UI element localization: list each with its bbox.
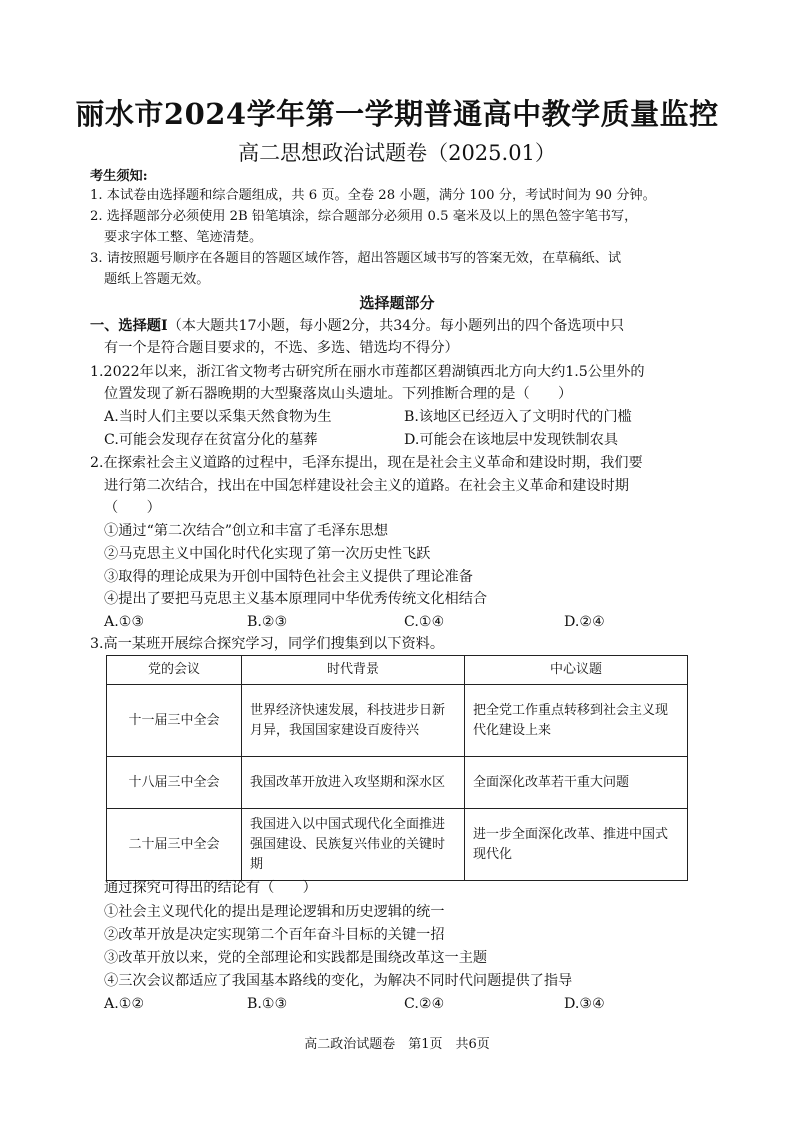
- question-3-statement: ④三次会议都适应了我国基本路线的变化，为解决不同时代问题提供了指导: [104, 973, 573, 989]
- question-2-option-d: D.②④: [564, 614, 605, 630]
- table-cell-topic: 全面深化改革若干重大问题: [465, 757, 688, 809]
- table-cell-topic: 把全党工作重点转移到社会主义现代化建设上来: [465, 685, 688, 757]
- section-title: 选择题部分: [359, 294, 435, 312]
- question-2-statement: ①通过“第二次结合”创立和丰富了毛泽东思想: [104, 523, 389, 539]
- table-row: [107, 685, 688, 757]
- question-2-stem: 进行第二次结合，找出在中国怎样建设社会主义的道路。在社会主义革命和建设时期: [104, 478, 629, 494]
- question-2-stem: （ ）: [104, 500, 161, 516]
- question-2-statement: ②马克思主义中国化时代化实现了第一次历史性飞跃: [104, 546, 431, 562]
- question-3-statement: ③改革开放以来，党的全部理论和实践都是围绕改革这一主题: [104, 950, 488, 966]
- part-heading-line: [90, 316, 624, 336]
- part-description: 有一个是符合题目要求的，不选、多选、错选均不得分）: [104, 340, 459, 356]
- table-header: 时代背景: [242, 656, 465, 685]
- question-1-stem: 1.2022年以来，浙江省文物考古研究所在丽水市莲都区碧湖镇西北方向大约1.5公里外的: [90, 364, 645, 380]
- table-cell-background: 我国改革开放进入攻坚期和深水区: [242, 757, 465, 809]
- question-3-option-c: C.②④: [404, 996, 445, 1012]
- table-cell-meeting: 十八届三中全会: [107, 757, 242, 809]
- part-heading: 一、选择题Ⅰ: [90, 318, 168, 334]
- question-1-stem: 位置发现了新石器晚期的大型聚落岚山头遗址。下列推断合理的是（ ）: [104, 386, 573, 402]
- table-header: 党的会议: [107, 656, 242, 685]
- notice-item: 3. 请按照题号顺序在各题目的答题区域作答，超出答题区域书写的答案无效，在草稿纸、试: [90, 251, 622, 266]
- question-2-statement: ③取得的理论成果为开创中国特色社会主义提供了理论准备: [104, 569, 473, 585]
- question-2-option-b: B.②③: [247, 614, 288, 630]
- page-subtitle: 高二思想政治试题卷（2025.01）: [238, 141, 556, 165]
- question-2-stem: 2.在探索社会主义道路的过程中，毛泽东提出，现在是社会主义革命和建设时期，我们要: [90, 455, 643, 471]
- question-1-option-d: D.可能会在该地层中发现铁制农具: [404, 432, 619, 448]
- question-3-option-d: D.③④: [564, 996, 605, 1012]
- page-title: 丽水市2024学年第一学期普通高中教学质量监控: [75, 97, 719, 131]
- table-header: 中心议题: [465, 656, 688, 685]
- question-1-option-a: A.当时人们主要以采集天然食物为生: [104, 409, 332, 425]
- notice-item: 要求字体工整、笔迹清楚。: [104, 230, 263, 245]
- question-3-prompt: 通过探究可得出的结论有（ ）: [104, 880, 317, 896]
- table-row: [107, 757, 688, 809]
- question-3-statement: ①社会主义现代化的提出是理论逻辑和历史逻辑的统一: [104, 904, 445, 920]
- notice-item: 1. 本试卷由选择题和综合题组成，共 6 页。全卷 28 小题，满分 100 分，考试时间为 90 分钟。: [90, 188, 656, 203]
- table-cell-topic: 进一步全面深化改革、推进中国式现代化: [465, 809, 688, 881]
- table-cell-background: 世界经济快速发展，科技进步日新月异，我国国家建设百废待兴: [242, 685, 465, 757]
- question-3-option-a: A.①②: [104, 996, 145, 1012]
- table-header-row: [107, 656, 688, 685]
- page-footer: 高二政治试题卷 第1页 共6页: [304, 1037, 490, 1052]
- table-row: [107, 809, 688, 881]
- question-1-option-b: B.该地区已经迈入了文明时代的门槛: [404, 409, 632, 425]
- table-cell-meeting: 十一届三中全会: [107, 685, 242, 757]
- question-2-option-c: C.①④: [404, 614, 445, 630]
- notice-item: 题纸上答题无效。: [104, 272, 210, 287]
- question-2-statement: ④提出了要把马克思主义基本原理同中华优秀传统文化相结合: [104, 591, 488, 607]
- meetings-table: [106, 655, 688, 881]
- question-3-option-b: B.①③: [247, 996, 288, 1012]
- notice-heading: 考生须知:: [90, 169, 148, 184]
- question-3-stem: 3.高一某班开展综合探究学习，同学们搜集到以下资料。: [90, 636, 445, 652]
- table-cell-background: 我国进入以中国式现代化全面推进强国建设、民族复兴伟业的关键时期: [242, 809, 465, 881]
- question-1-option-c: C.可能会发现存在贫富分化的墓葬: [104, 432, 318, 448]
- notice-item: 2. 选择题部分必须使用 2B 铅笔填涂，综合题部分必须用 0.5 毫米及以上的黑色签字笔书写，: [90, 209, 638, 224]
- question-2-option-a: A.①③: [104, 614, 145, 630]
- table-cell-meeting: 二十届三中全会: [107, 809, 242, 881]
- part-description: （本大题共17小题，每小题2分，共34分。每小题列出的四个备选项中只: [167, 318, 625, 334]
- question-3-statement: ②改革开放是决定实现第二个百年奋斗目标的关键一招: [104, 927, 445, 943]
